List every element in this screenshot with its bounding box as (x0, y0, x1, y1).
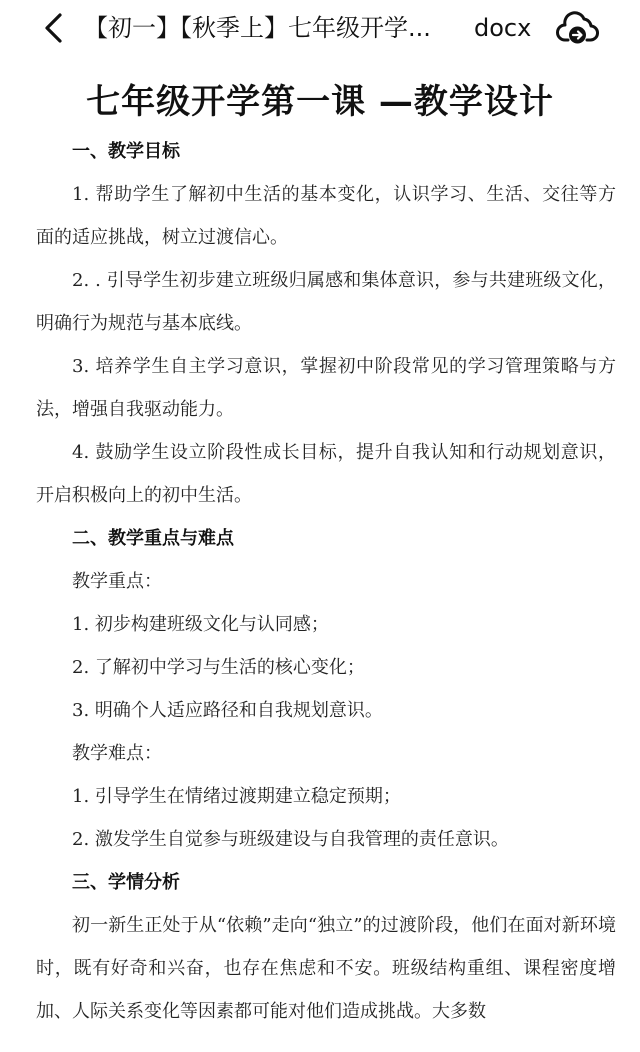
key-point-item: 1. 初步构建班级文化与认同感； (72, 614, 329, 635)
key-point-item: 3. 明确个人适应路径和自我规划意识。 (72, 700, 383, 721)
back-button[interactable] (36, 10, 72, 46)
section-heading-focus: 二、教学重点与难点 (72, 528, 234, 549)
cloud-upload-button[interactable] (556, 8, 600, 48)
goal-item: 4. 鼓励学生设立阶段性成长目标，提升自我认知和行动规划意识，开启积极向上的初中生活。 (36, 442, 616, 506)
file-extension: docx (474, 14, 532, 42)
key-point-item: 2. 了解初中学习与生活的核心变化； (72, 657, 365, 678)
difficult-points-label: 教学难点： (72, 743, 162, 764)
difficult-point-item: 1. 引导学生在情绪过渡期建立稳定预期； (72, 786, 401, 807)
cloud-upload-icon (556, 8, 600, 48)
document-body (0, 74, 640, 1052)
chevron-left-icon (36, 10, 72, 46)
top-bar (0, 0, 640, 56)
document-title: 七年级开学第一课 —教学设计 (86, 82, 554, 122)
file-title: 【初一】【秋季上】七年级开学... (84, 14, 431, 42)
section-heading-analysis: 三、学情分析 (72, 872, 180, 893)
analysis-paragraph: 初一新生正处于从“依赖”走向“独立”的过渡阶段，他们在面对新环境时，既有好奇和兴奋，也存在焦虑和不安。班级结构重组、课程密度增加、人际关系变化等因素都可能对他们造成挑战。大多数 (36, 915, 616, 1022)
difficult-point-item: 2. 激发学生自觉参与班级建设与自我管理的责任意识。 (72, 829, 509, 850)
goal-item: 2. . 引导学生初步建立班级归属感和集体意识，参与共建班级文化，明确行为规范与基本底线。 (36, 270, 616, 334)
section-heading-goals: 一、教学目标 (72, 141, 180, 162)
key-points-label: 教学重点： (72, 571, 162, 592)
goal-item: 3. 培养学生自主学习意识，掌握初中阶段常见的学习管理策略与方法，增强自我驱动能力。 (36, 356, 616, 420)
goal-item: 1. 帮助学生了解初中生活的基本变化，认识学习、生活、交往等方面的适应挑战，树立过渡信心。 (36, 184, 616, 248)
